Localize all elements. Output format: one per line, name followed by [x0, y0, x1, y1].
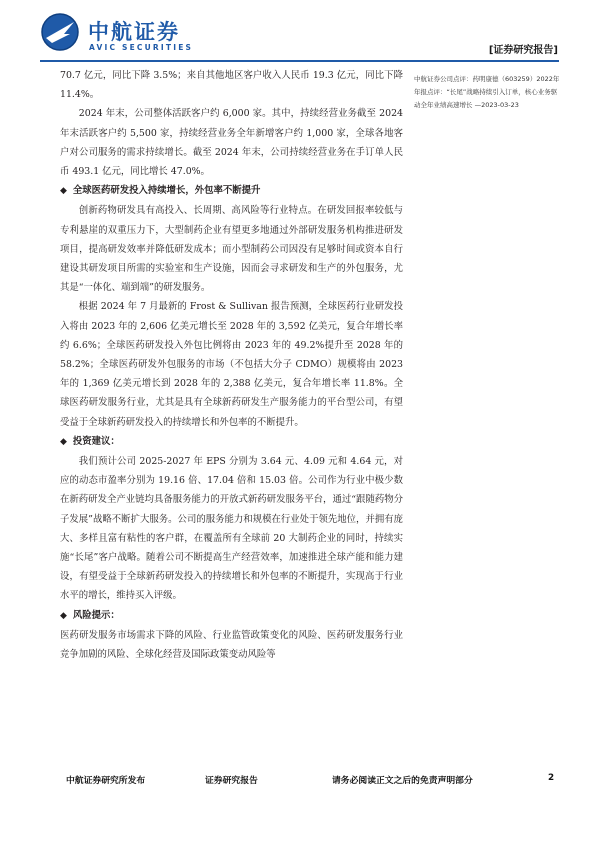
section-heading-rd-growth	[60, 181, 403, 201]
section-heading-text: 全球医药研发投入持续增长，外包率不断提升	[72, 185, 261, 197]
logo-english-text: AVIC SECURITIES	[89, 43, 194, 52]
diamond-bullet-icon: ◆	[60, 186, 67, 197]
paragraph-customers: 2024 年末，公司整体活跃客户约 6,000 家。其中，持续经营业务截至 2024 年末活跃客户约 5,500 家，持续经营业务全年新增客户约 1,000 家，全球各地客户对公司服务的需求持续增长。截至 2024 年末，公司持续经营业务在手订单人民币 493.1 亿元，同比增长 47.0%。	[60, 108, 403, 178]
page-header	[0, 0, 596, 66]
paragraph-revenue-regions: 70.7 亿元，同比下降 3.5%；来自其他地区客户收入人民币 19.3 亿元，同比下降 11.4%。	[60, 70, 403, 101]
footer-publisher: 中航证券研究所发布	[66, 776, 146, 786]
diamond-bullet-icon: ◆	[60, 436, 67, 447]
footer-disclaimer: 请务必阅读正文之后的免责声明部分	[332, 776, 473, 786]
page-number: 2	[548, 773, 555, 783]
section-heading-investment	[60, 432, 403, 452]
paragraph-risk: 医药研发服务市场需求下降的风险、行业监管政策变化的风险、医药研发服务行业竞争加剧的风险、全球化经营及国际政策变动风险等	[60, 629, 403, 661]
header-divider	[40, 60, 559, 62]
section-heading-text: 风险提示：	[72, 609, 120, 621]
paragraph-industry-features: 创新药物研发具有高投入、长周期、高风险等行业特点。在研发回报率较低与专利悬崖的双重压力下，大型制药企业有望更多地通过外部研发服务机构推进研发项目，提高研发效率并降低研发成本；而小型制药公司因没有足够时间或资本自行建设其研发项目所需的实验室和生产设施，因而会寻求研发和生产的外包服务，尤其是“一体化、端到端”的研发服务。	[60, 205, 403, 294]
footer-report-type: 证券研究报告	[205, 776, 258, 786]
avic-logo	[40, 10, 210, 56]
page-footer	[0, 768, 596, 798]
avic-emblem-icon	[40, 12, 80, 52]
section-heading-risk	[60, 606, 403, 626]
related-report-link[interactable]: 中航证券公司点评：药明康德（603259）2022年年报点评：“长尾”战略持续引入订单，核心业务驱动全年业绩高速增长 —2023-03-23	[414, 75, 560, 109]
logo-chinese-text: 中航证券	[88, 20, 180, 44]
paragraph-frost-sullivan: 根据 2024 年 7 月最新的 Frost & Sullivan 报告预测，全球医药行业研发投入将由 2023 年的 2,606 亿美元增长至 2028 年的 3,592 亿美元，复合年增长率约 6.6%；全球医药研发投入外包比例将由 2023 年的 49.2%提升至 2028 年的 58.2%；全球医药研发外包服务的市场（不包括大分子 CDMO）规模将由 2023 年的 1,369 亿美元增长到 2028 年的 2,388 亿美元，复合年增长率 11.8%。全球医药研发服务行业，尤其是具有全球新药研发生产服务能力的平台型公司，有望受益于全球新药研发投入的持续增长和外包率的不断提升。	[60, 301, 403, 428]
report-type-label: [证券研究报告]	[488, 45, 558, 56]
diamond-bullet-icon: ◆	[60, 610, 67, 621]
sidebar-related-reports	[414, 73, 562, 112]
section-heading-text: 投资建议：	[72, 435, 120, 447]
paragraph-investment-advice: 我们预计公司 2025-2027 年 EPS 分别为 3.64 元、4.09 元和 4.64 元，对应的动态市盈率分别为 19.16 倍、17.04 倍和 15.03 倍。公司作为行业中极少数在新药研发全产业链均具备服务能力的开放式新药研发服务平台，通过“跟随药物分子发展”战略不断扩大服务。公司的服务能力和规模在行业处于领先地位，并拥有庞大、多样且富有粘性的客户群，在覆盖所有全球前 20 大制药企业的同时，持续实 施“长尾”客户战略。随着公司不断提高生产经营效率，加速推进全球产能和能力建设，有望受益于全球新药研发投入的持续增长和外包率的不断提升，实现高于行业水平的增长，维持买入评级。	[60, 456, 403, 602]
main-content	[60, 66, 403, 664]
